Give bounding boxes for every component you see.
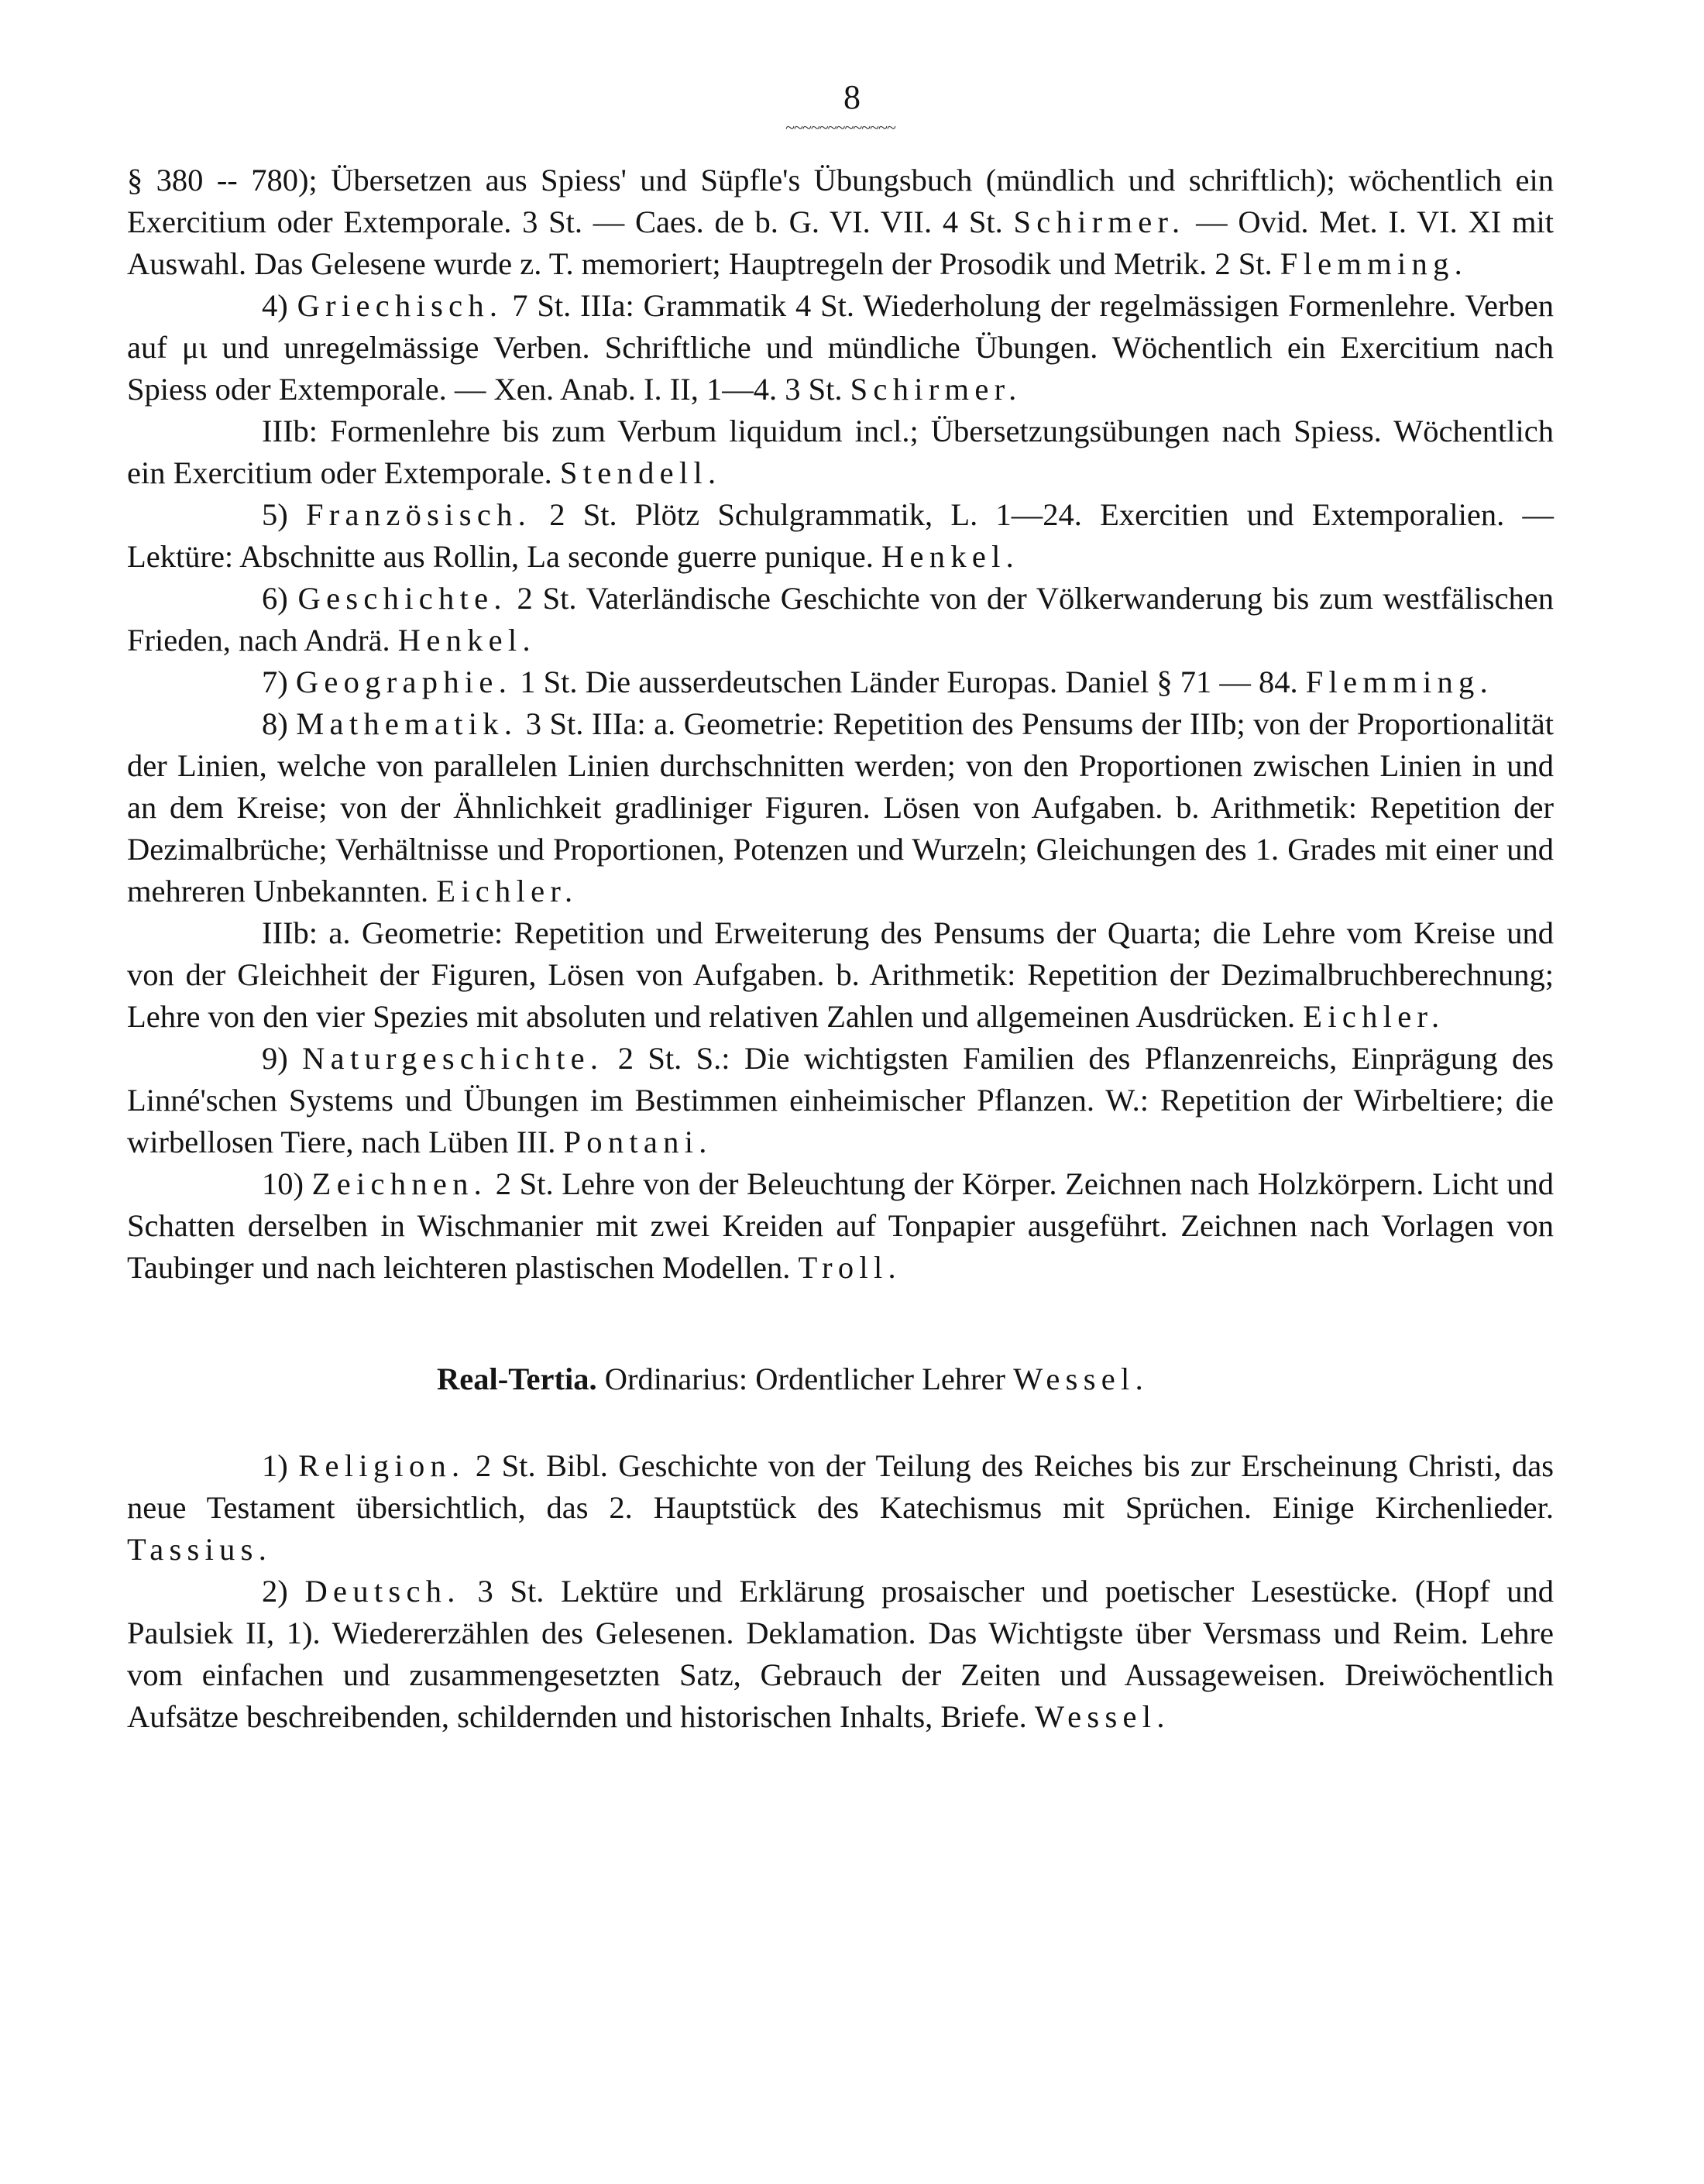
teacher-name: Wessel. (1013, 1362, 1149, 1396)
teacher-name: Schirmer. (850, 372, 1022, 407)
subject-title: Zeichnen. (311, 1166, 488, 1201)
teacher-name: Wessel. (1034, 1699, 1170, 1734)
teacher-name: Henkel. (881, 539, 1020, 574)
subject-paragraph-greek: 4) Griechisch. 7 St. IIIa: Grammatik 4 St. Wiederholung der regelmässigen Formenlehre. Verben auf μι und unregelmässige Verben. Schriftliche und mündliche Übungen. Wöchentlich ein Exercitium nach Spiess oder Extemporale. — Xen. Anab. I. II, 1—4. 3 St. Schirmer. (127, 288, 1554, 407)
subject-paragraph-religion: 1) Religion. 2 St. Bibl. Geschichte von der Teilung des Reiches bis zur Erscheinung Christi, das neue Testament übersichtlich, das 2. Hauptstück des Katechismus mit Sprüchen. Einige Kirchenlieder. Tassius. (127, 1448, 1554, 1567)
subject-paragraph-german: 2) Deutsch. 3 St. Lektüre und Erklärung prosaischer und poetischer Lesestücke. (Hopf und Paulsiek II, 1). Wiedererzählen des Gelesenen. Deklamation. Das Wichtigste über Versmass und Reim. Lehre vom einfachen und zusammengesetzten Satz, Gebrauch der Zeiten und Aussageweisen. Dreiwöchentlich Aufsätze beschreibenden, schildernden und historischen Inhalts, Briefe. Wessel. (127, 1574, 1554, 1734)
subject-title: Religion. (298, 1448, 466, 1483)
section-heading: Real-Tertia. Ordinarius: Ordentlicher Lehrer Wessel. (437, 1362, 1149, 1396)
subject-paragraph-geography: 7) Geographie. 1 St. Die ausserdeutschen Länder Europas. Daniel § 71 — 84. Flemming. (262, 664, 1493, 699)
subject-paragraph-natural-history: 9) Naturgeschichte. 2 St. S.: Die wichtigsten Familien des Pflanzenreichs, Einprägung des Linné'schen Systems und Übungen im Bestimmen einheimischer Pflanzen. W.: Repetition der Wirbeltiere; die wirbellosen Tiere, nach Lüben III. Pontani. (127, 1041, 1554, 1159)
teacher-name: Troll. (798, 1250, 902, 1285)
subject-paragraph-drawing: 10) Zeichnen. 2 St. Lehre von der Beleuchtung der Körper. Zeichnen nach Holzkörpern. Licht und Schatten derselben in Wischmanier mit zwei Kreiden auf Tonpapier ausgeführt. Zeichnen nach Vorlagen von Taubinger und nach leichteren plastischen Modellen. Troll. (127, 1166, 1554, 1285)
teacher-name: Flemming. (1280, 246, 1469, 281)
teacher-name: Flemming. (1305, 664, 1493, 699)
teacher-name: Schirmer. (1013, 204, 1186, 239)
subject-title: Deutsch. (304, 1574, 461, 1609)
teacher-name: Tassius. (127, 1532, 273, 1567)
subject-title: Griechisch. (297, 288, 503, 323)
subject-paragraph-greek-iiib: IIIb: Formenlehre bis zum Verbum liquidum incl.; Übersetzungsübungen nach Spiess. Wöchentlich ein Exercitium oder Extemporale. Stendell. (127, 414, 1554, 490)
teacher-name: Eichler. (1303, 999, 1445, 1034)
teacher-name: Henkel. (397, 623, 536, 658)
teacher-name: Pontani. (563, 1125, 713, 1159)
teacher-name: Stendell. (559, 455, 722, 490)
page-number-ornament: ~~~~~~~~~~~~~ (785, 118, 895, 137)
page-body (127, 160, 1554, 1738)
section-title: Real-Tertia. (437, 1362, 597, 1396)
page-number: 8 (843, 78, 861, 116)
subject-title: Französisch. (305, 497, 532, 532)
teacher-name: Eichler. (436, 874, 579, 908)
latin-text-a: § 380 -- 780); Übersetzen aus Spiess' und Süpfle's Übungsbuch (mündlich und schriftlich); wöchentlich ein Exercitium oder Extemporale. 3 St. — Caes. de b. G. VI. VII. 4 St. (127, 163, 1554, 239)
subject-title: Geographie. (295, 664, 513, 699)
subject-paragraph-history: 6) Geschichte. 2 St. Vaterländische Geschichte von der Völkerwanderung bis zum westfälischen Frieden, nach Andrä. Henkel. (127, 581, 1554, 658)
subject-title: Mathematik. (296, 706, 518, 741)
subject-paragraph-mathematics: 8) Mathematik. 3 St. IIIa: a. Geometrie: Repetition des Pensums der IIIb; von der Proportionalität der Linien, welche von parallelen Linien durchschnitten werden; von den Proportionen zwischen Linien in und an dem Kreise; von der Ähnlichkeit gradliniger Figuren. Lösen von Aufgaben. b. Arithmetik: Repetition der Dezimalbrüche; Verhältnisse und Proportionen, Potenzen und Wurzeln; Gleichungen des 1. Grades mit einer und mehreren Unbekannten. Eichler. (127, 706, 1554, 908)
latin-continuation-paragraph (127, 160, 1554, 285)
subject-paragraph-french: 5) Französisch. 2 St. Plötz Schulgrammatik, L. 1—24. Exercitien und Extemporalien. — Lektüre: Abschnitte aus Rollin, La seconde guerre punique. Henkel. (127, 497, 1554, 574)
subject-paragraph-mathematics-iiib: IIIb: a. Geometrie: Repetition und Erweiterung des Pensums der Quarta; die Lehre vom Kreise und von der Gleichheit der Figuren, Lösen von Aufgaben. b. Arithmetik: Repetition der Dezimalbruchberechnung; Lehre von den vier Spezies mit absoluten und relativen Zahlen und allgemeinen Ausdrücken. Eichler. (127, 915, 1554, 1034)
subject-title: Geschichte. (297, 581, 507, 616)
latin-text-b: — Ovid. Met. I. VI. XI mit Auswahl. Das Gelesene wurde z. T. memoriert; Hauptregeln der Prosodik und Metrik. 2 St. (127, 204, 1554, 281)
subject-title: Naturgeschichte. (302, 1041, 604, 1076)
